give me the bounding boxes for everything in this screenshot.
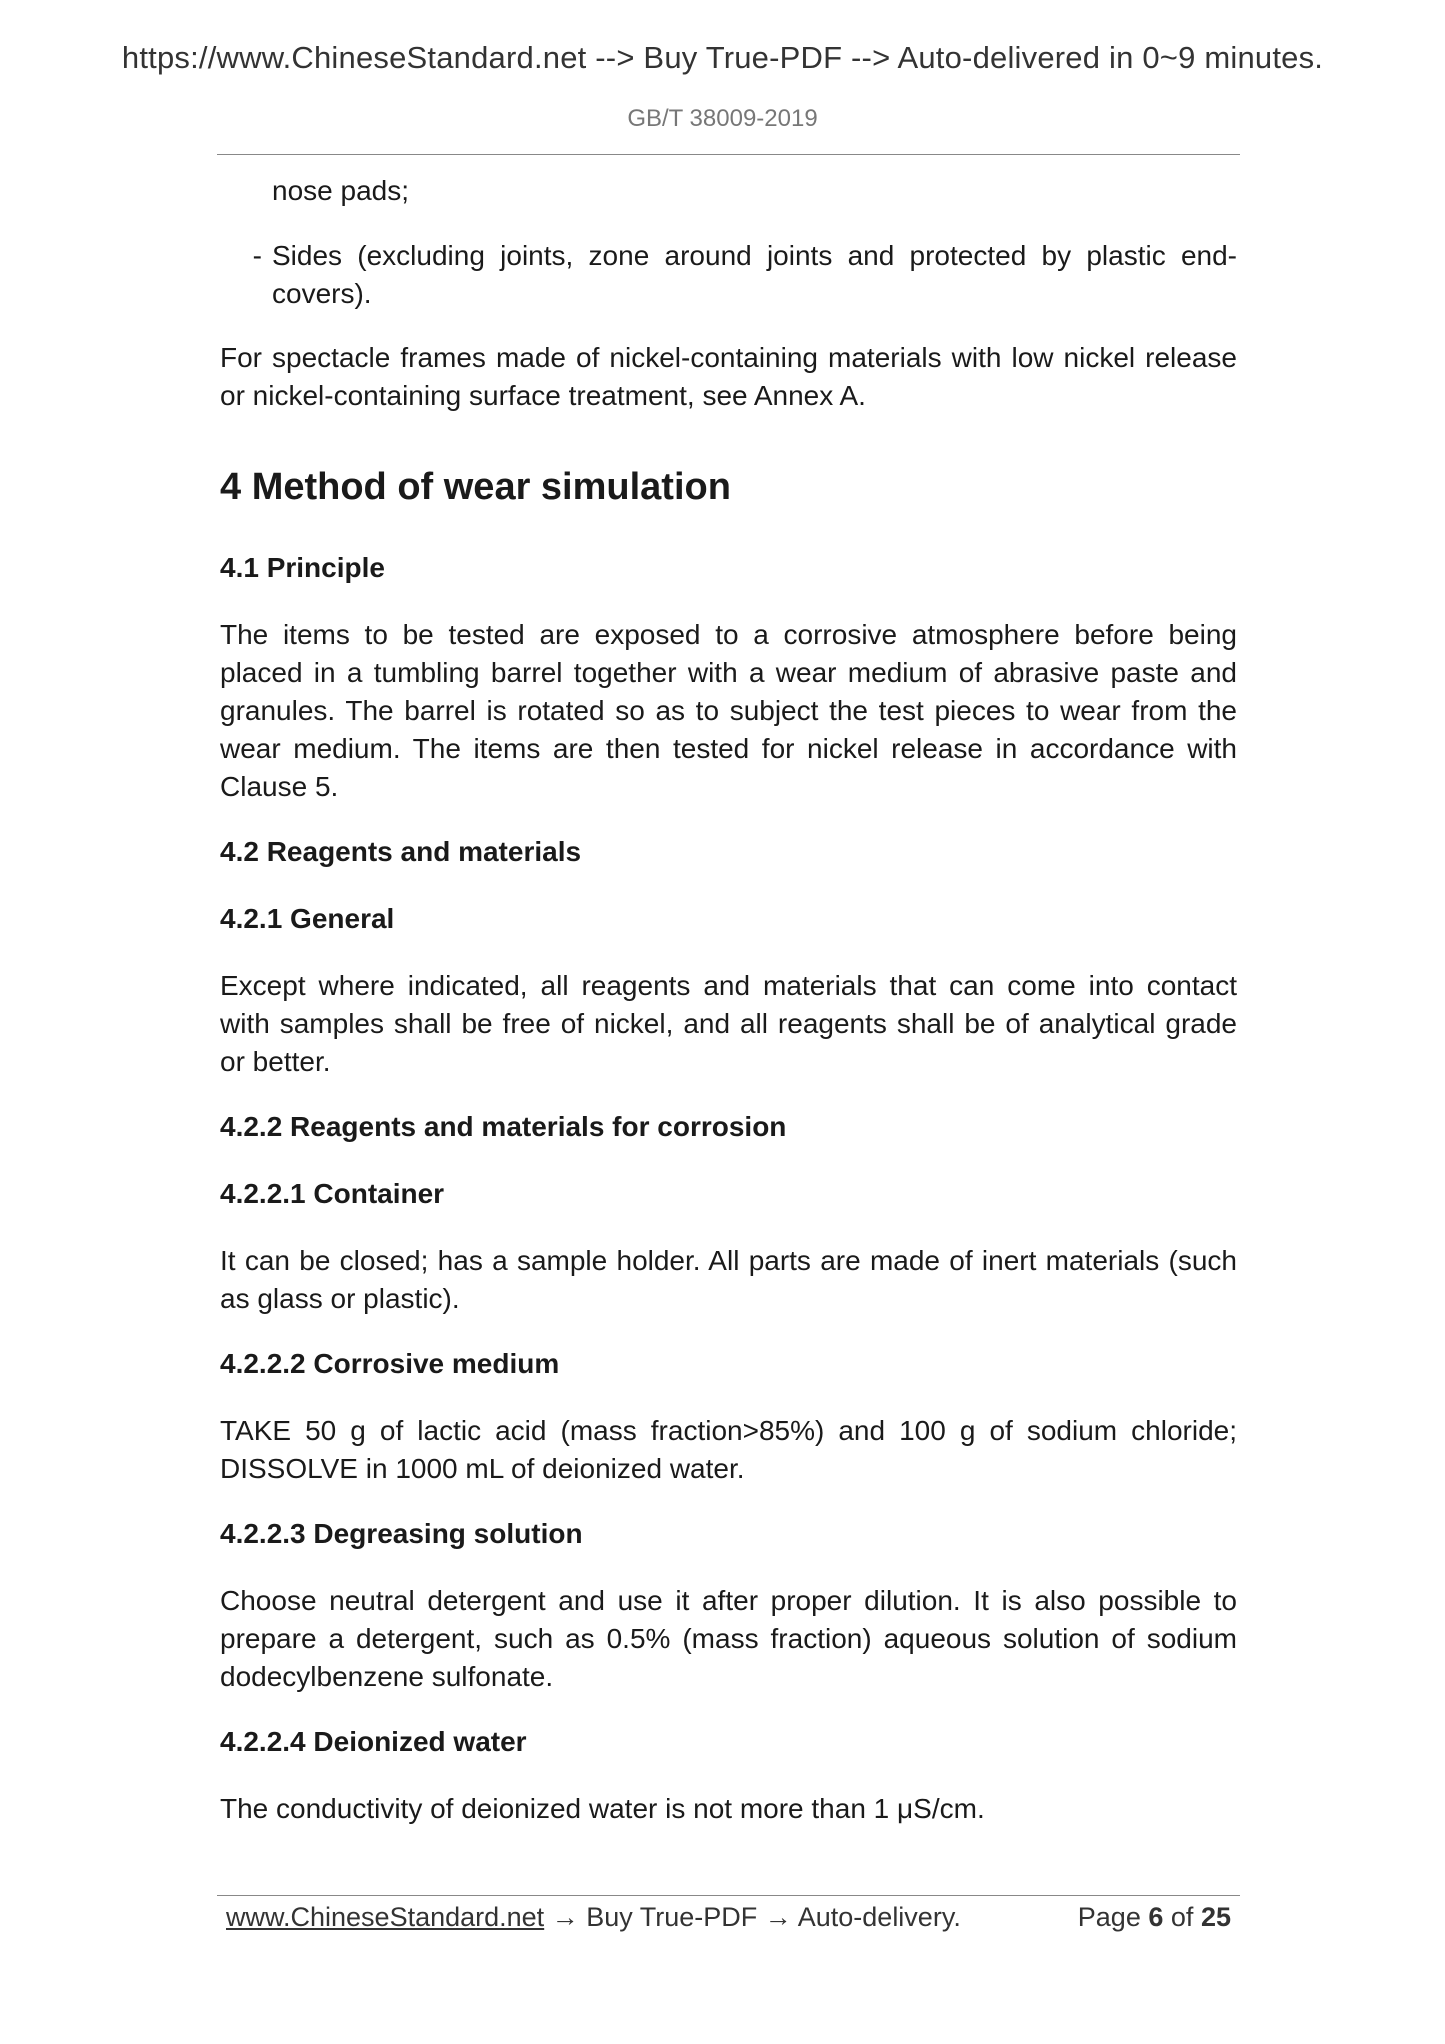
- continued-list-item: nose pads;: [272, 175, 409, 206]
- section-4-2-2-3-heading: 4.2.2.3 Degreasing solution: [220, 1518, 583, 1549]
- footer-rule: [217, 1895, 1240, 1896]
- page-current: 6: [1148, 1902, 1164, 1932]
- section-4-1-heading: 4.1 Principle: [220, 552, 385, 583]
- section-4-2-2-3-text: Choose neutral detergent and use it after proper dilution. It is also possible to prepare a detergent, such as 0.5% (mass fraction) aqueous solution of sodium dodecylbenzene sulfonate.: [220, 1585, 1237, 1692]
- section-4-2-2-2-heading: 4.2.2.2 Corrosive medium: [220, 1348, 560, 1379]
- top-banner: https://www.ChineseStandard.net --> Buy True-PDF --> Auto-delivered in 0~9 minutes.: [121, 40, 1324, 75]
- section-4-2-2-4-heading: 4.2.2.4 Deionized water: [220, 1726, 527, 1757]
- section-4-2-heading: 4.2 Reagents and materials: [220, 836, 582, 867]
- header-rule: [217, 154, 1240, 155]
- section-4-2-2-4-text: The conductivity of deionized water is not more than 1 μS/cm.: [220, 1793, 985, 1824]
- bullet-dash: -: [252, 240, 262, 271]
- page-number: [1078, 1900, 1231, 1934]
- list-item-text: Sides (excluding joints, zone around joints and protected by plastic end-covers).: [272, 240, 1237, 309]
- section-4-2-2-2-text: TAKE 50 g of lactic acid (mass fraction>85%) and 100 g of sodium chloride; DISSOLVE in 1000 mL of deionized water.: [220, 1415, 1237, 1484]
- section-4-2-2-1-heading: 4.2.2.1 Container: [220, 1178, 445, 1209]
- footer: [226, 1900, 1231, 1934]
- page-total: 25: [1200, 1902, 1231, 1932]
- footer-site-link[interactable]: www.ChineseStandard.net: [226, 1902, 545, 1932]
- page-content: [220, 172, 1237, 1828]
- standard-code: GB/T 38009-2019: [627, 105, 818, 132]
- page-of-label: of: [1170, 1902, 1194, 1932]
- section-4-2-2-1-text: It can be closed; has a sample holder. All parts are made of inert materials (such as glass or plastic).: [220, 1245, 1237, 1314]
- section-4-2-1-text: Except where indicated, all reagents and materials that can come into contact with samples shall be free of nickel, and all reagents shall be of analytical grade or better.: [220, 970, 1237, 1077]
- section-4-1-text: The items to be tested are exposed to a corrosive atmosphere before being placed in a tumbling barrel together with a wear medium of abrasive paste and granules. The barrel is rotated so as to subject the test pieces to wear from the wear medium. The items are then tested for nickel release in accordance with Clause 5.: [220, 619, 1237, 802]
- list-item-sides: [220, 237, 1237, 313]
- section-4-2-1-heading: 4.2.1 General: [220, 903, 395, 934]
- section-4-heading: 4 Method of wear simulation: [220, 466, 731, 508]
- paragraph-annex: For spectacle frames made of nickel-containing materials with low nickel release or nickel-containing surface treatment, see Annex A.: [220, 342, 1237, 411]
- footer-left: [226, 1900, 961, 1934]
- section-4-2-2-heading: 4.2.2 Reagents and materials for corrosion: [220, 1111, 787, 1142]
- page-label: Page: [1077, 1902, 1141, 1932]
- footer-delivery-text: → Buy True-PDF → Auto-delivery.: [544, 1902, 961, 1932]
